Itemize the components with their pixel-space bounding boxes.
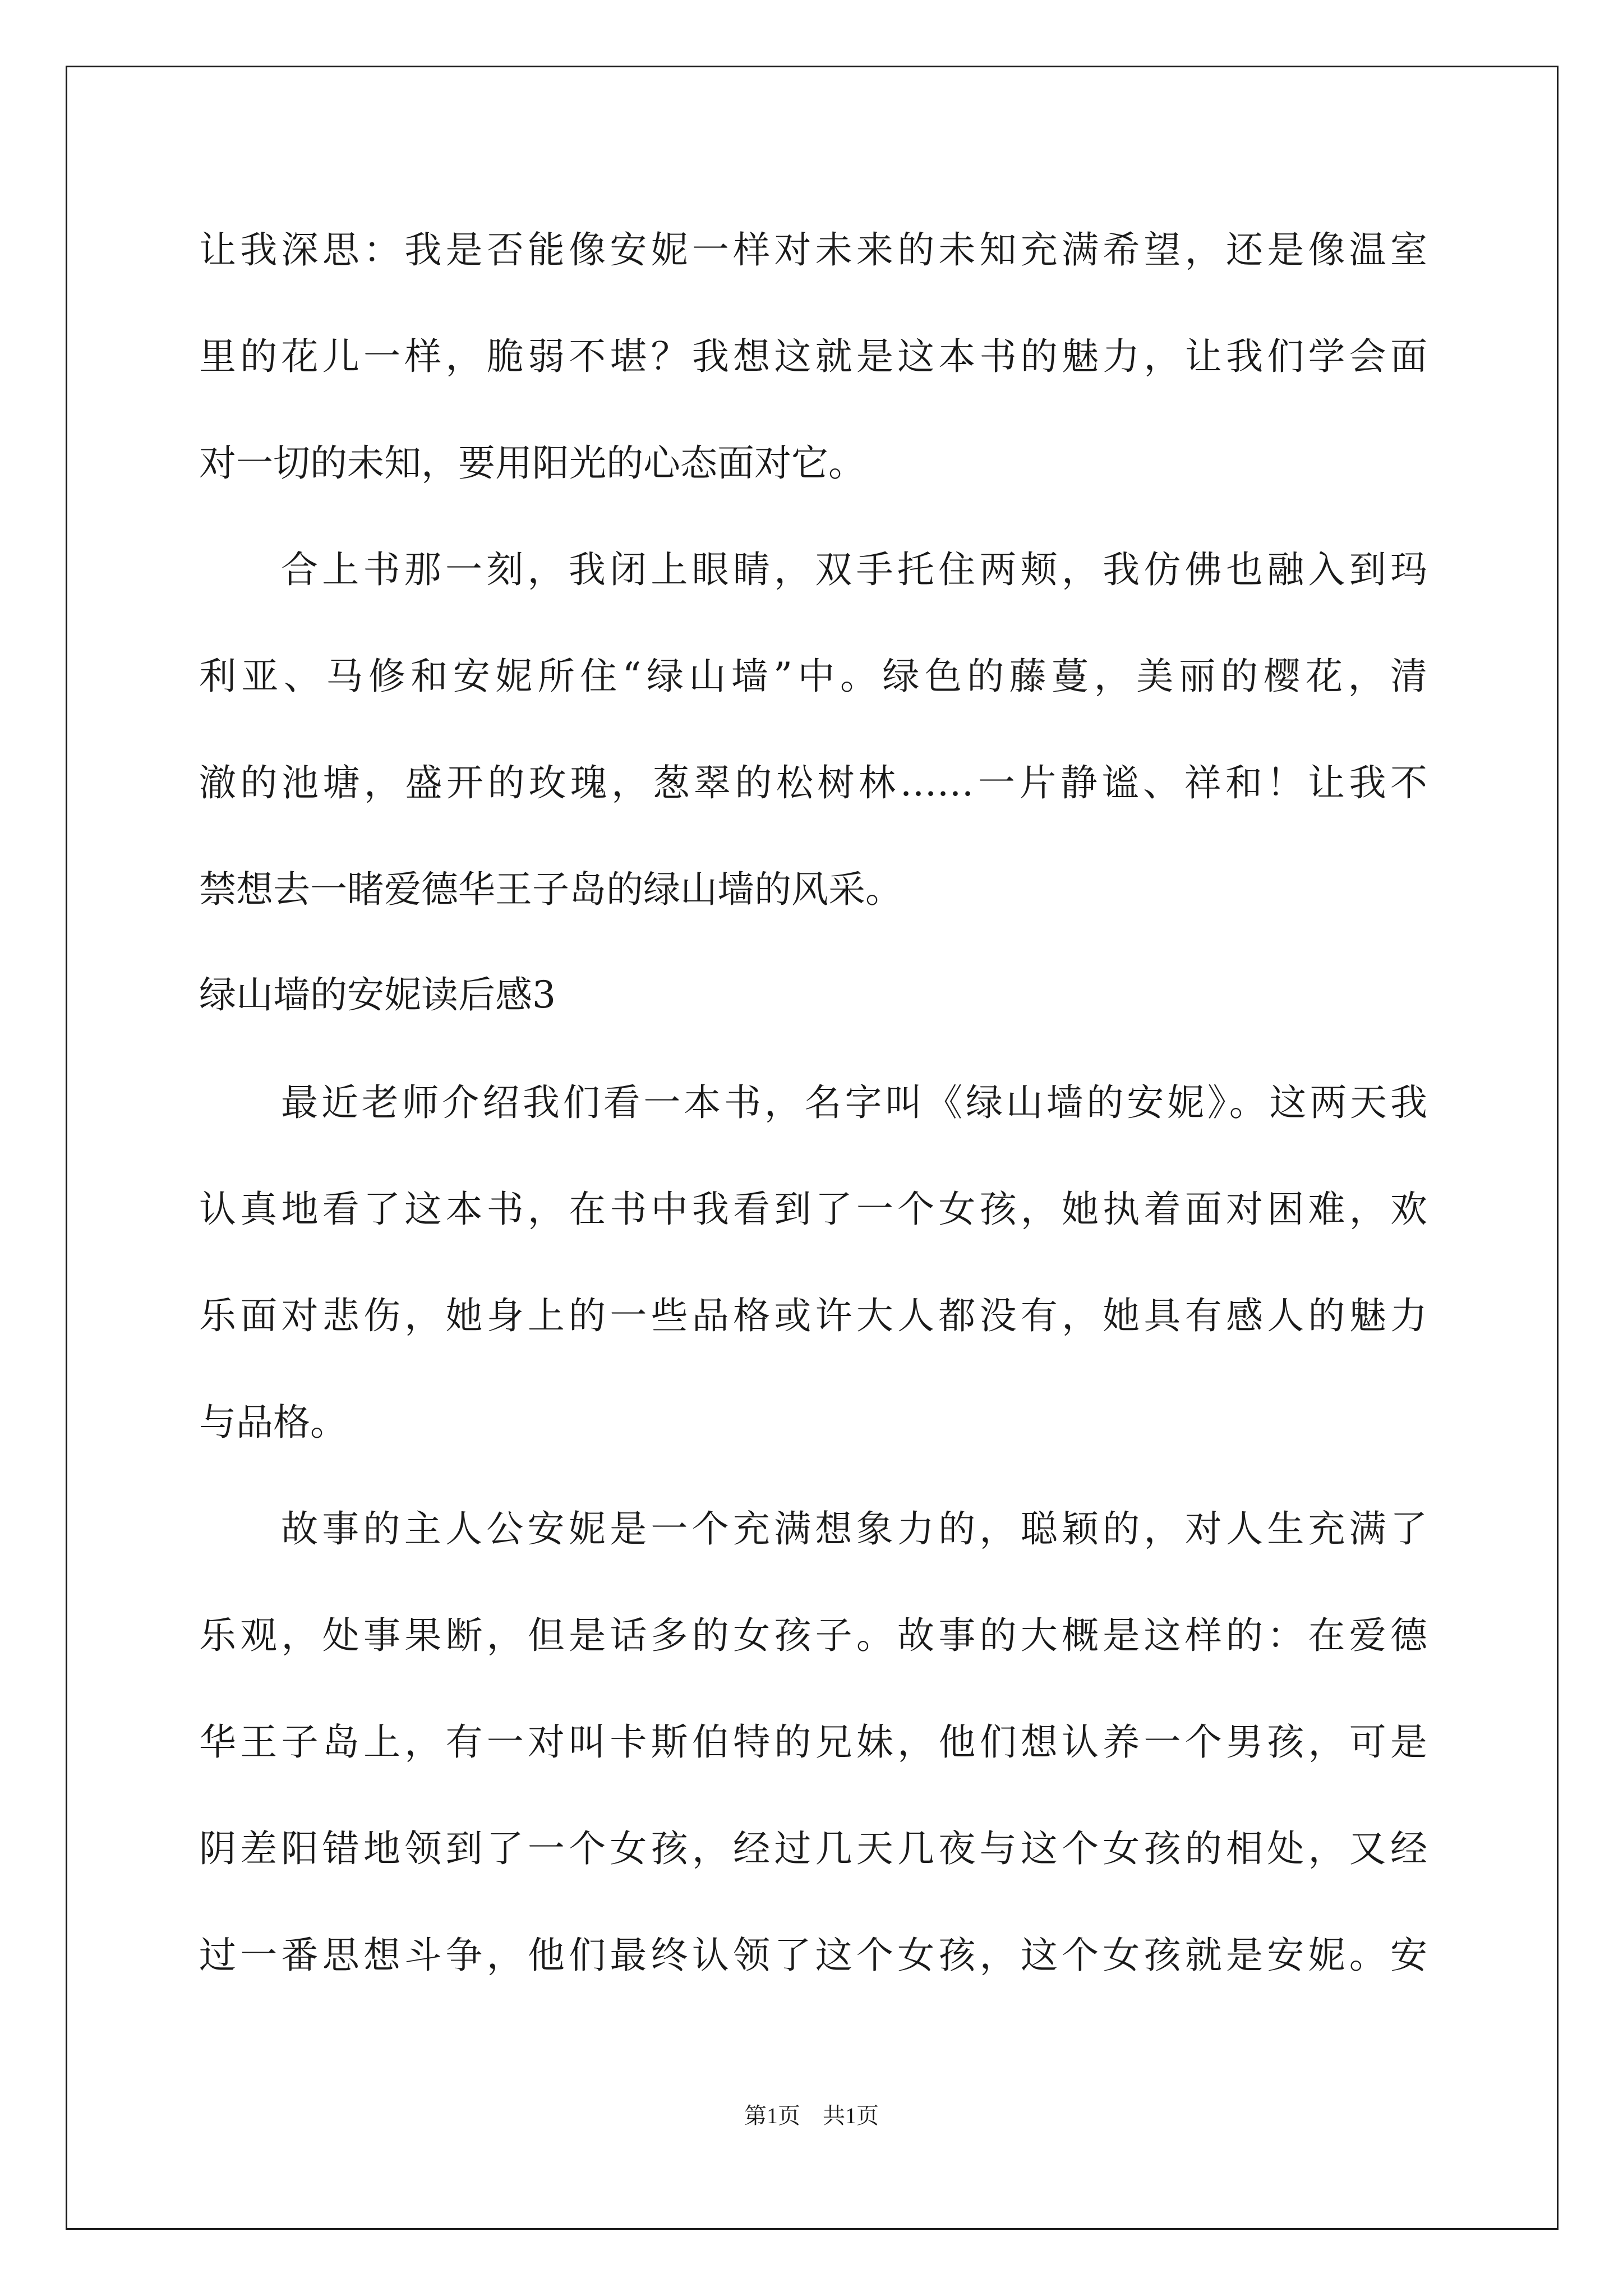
paragraph-line: 乐观，处事果断，但是话多的女孩子。故事的大概是这样的：在爱德 bbox=[199, 1614, 1427, 1657]
paragraph-line: 最近老师介绍我们看一本书，名字叫《绿山墙的安妮》。这两天我 bbox=[281, 1081, 1427, 1124]
paragraph-line: 认真地看了这本书，在书中我看到了一个女孩，她执着面对困难，欢 bbox=[199, 1188, 1427, 1231]
page-border bbox=[66, 66, 1559, 2230]
paragraph-line: 澈的池塘，盛开的玫瑰，葱翠的松树林……一片静谧、祥和！让我不 bbox=[199, 761, 1427, 804]
paragraph-line: 故事的主人公安妮是一个充满想象力的，聪颖的，对人生充满了 bbox=[281, 1507, 1427, 1550]
paragraph-line: 与品格。 bbox=[199, 1401, 347, 1444]
paragraph-line: 过一番思想斗争，他们最终认领了这个女孩，这个女孩就是安妮。安 bbox=[199, 1934, 1427, 1977]
paragraph-line: 里的花儿一样，脆弱不堪？我想这就是这本书的魅力，让我们学会面 bbox=[199, 335, 1427, 378]
section-heading: 绿山墙的安妮读后感3 bbox=[199, 973, 556, 1016]
paragraph-line: 乐面对悲伤，她身上的一些品格或许大人都没有，她具有感人的魅力 bbox=[199, 1294, 1427, 1337]
paragraph-line: 禁想去一睹爱德华王子岛的绿山墙的风采。 bbox=[199, 868, 902, 911]
paragraph-line: 利亚、马修和安妮所住“绿山墙”中。绿色的藤蔓，美丽的樱花，清 bbox=[199, 655, 1427, 698]
paragraph-line: 对一切的未知，要用阳光的心态面对它。 bbox=[199, 441, 865, 485]
paragraph-line: 让我深思：我是否能像安妮一样对未来的未知充满希望，还是像温室 bbox=[199, 228, 1427, 272]
paragraph-line: 阴差阳错地领到了一个女孩，经过几天几夜与这个女孩的相处，又经 bbox=[199, 1827, 1427, 1870]
paragraph-line: 合上书那一刻，我闭上眼睛，双手托住两颊，我仿佛也融入到玛 bbox=[281, 548, 1427, 591]
page-number: 第1页 共1页 bbox=[744, 2103, 879, 2128]
paragraph-line: 华王子岛上，有一对叫卡斯伯特的兄妹，他们想认养一个男孩，可是 bbox=[199, 1720, 1427, 1764]
